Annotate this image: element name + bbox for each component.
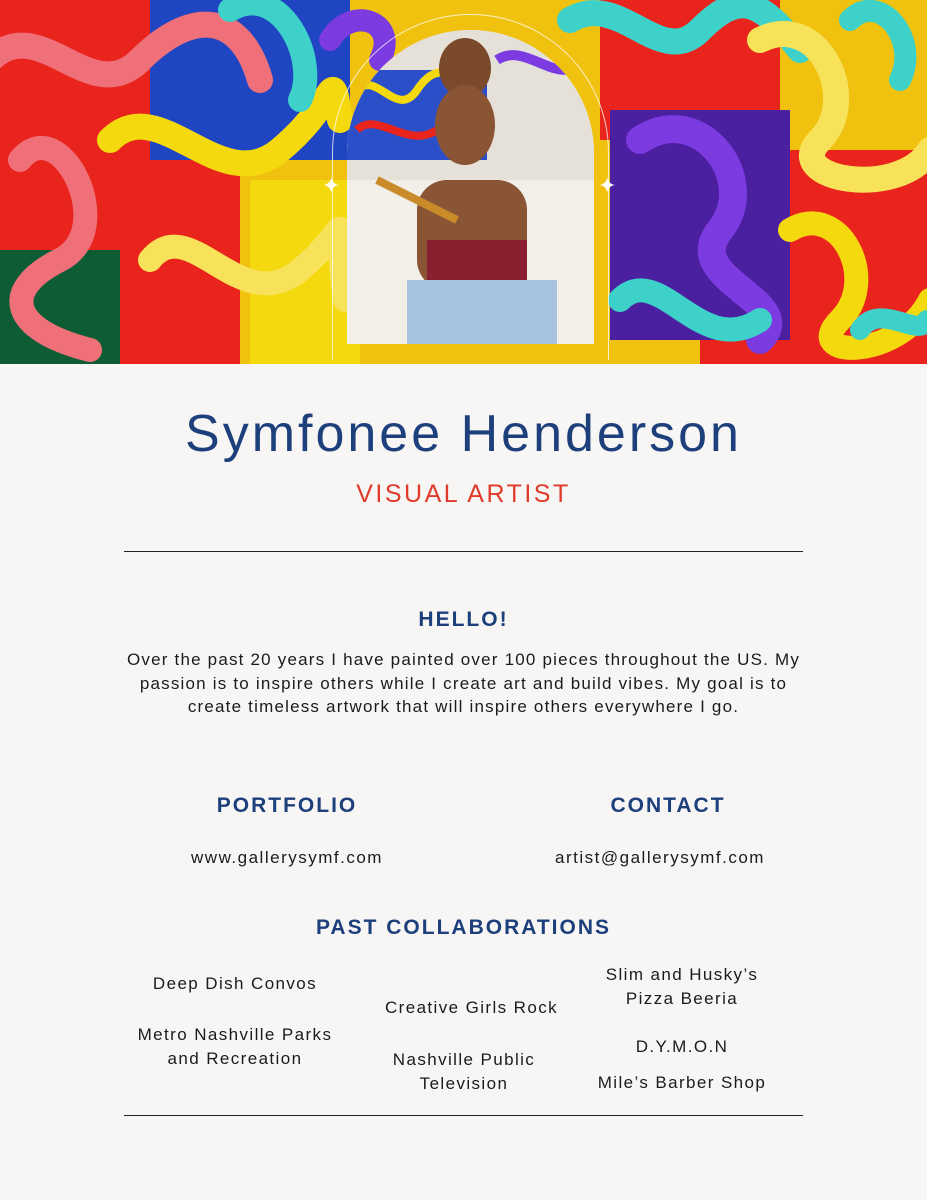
collaboration-item: Slim and Husky’s Pizza Beeria [605,965,759,1008]
divider-top [124,551,803,552]
sparkle-right-icon: ✦ [598,173,617,198]
artist-portrait-photo [347,30,594,344]
collaboration-item: Mile’s Barber Shop [597,1073,767,1092]
collaboration-item: Nashville Public Television [392,1050,536,1093]
artist-name: Symfonee Henderson [185,405,742,463]
contact-email-link[interactable]: artist@gallerysymf.com [555,848,765,867]
divider-bottom [124,1115,803,1116]
portfolio-heading: PORTFOLIO [216,794,358,817]
collaboration-item: D.Y.M.O.N [635,1037,729,1056]
intro-body: Over the past 20 years I have painted over 100 pieces throughout the US. My passion is to inspire others while I create art and build vibes. My goal is to create timeless artwork that will inspire others everywhere I go. [126,650,801,716]
collaboration-item: Metro Nashville Parks and Recreation [137,1025,333,1068]
collaboration-item: Deep Dish Convos [152,974,318,993]
portfolio-link[interactable]: www.gallerysymf.com [191,848,383,867]
artist-role: VISUAL ARTIST [356,480,571,508]
intro-heading: HELLO! [418,608,509,631]
contact-heading: CONTACT [610,794,726,817]
collaboration-item: Creative Girls Rock [384,998,559,1017]
sparkle-left-icon: ✦ [322,173,341,198]
portrait-icon [347,30,594,344]
collaborations-heading: PAST COLLABORATIONS [315,916,612,939]
